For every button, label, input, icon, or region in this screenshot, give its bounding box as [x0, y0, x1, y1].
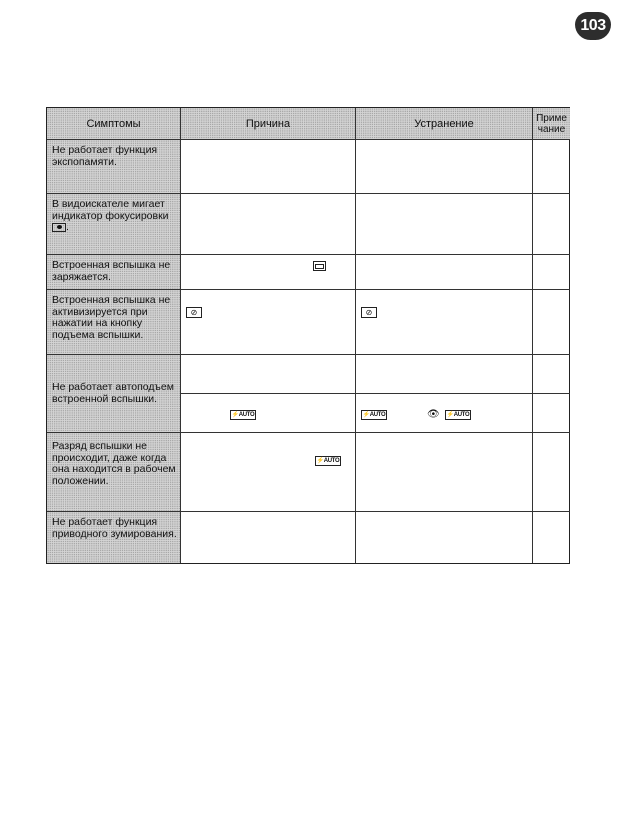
- symptom-text: В видоискателе мигает индикатор фокусировки: [52, 198, 169, 222]
- header-cause: Причина: [181, 108, 356, 140]
- symptom-cell: [47, 255, 181, 290]
- flash-off-icon: ⊘: [186, 307, 202, 318]
- note-cell: [533, 255, 570, 290]
- cause-cell: [181, 433, 356, 512]
- cause-cell: [181, 194, 356, 255]
- note-cell: [533, 140, 570, 194]
- remedy-cell: [356, 355, 533, 394]
- note-cell: [533, 355, 570, 394]
- cause-cell: [181, 355, 356, 394]
- flash-auto-icon: ⚡AUTO: [362, 412, 386, 418]
- symptom-cell: [47, 355, 181, 433]
- page-number-badge: 103: [575, 12, 611, 40]
- note-cell: [533, 194, 570, 255]
- header-symptoms: Симптомы: [47, 108, 181, 140]
- cause-cell: [181, 140, 356, 194]
- symptom-text: Встроенная вспышка не активизируется при нажатии на кнопку подъема вспышки.: [52, 294, 171, 341]
- red-eye-icon: 👁: [427, 409, 440, 420]
- cause-cell: [181, 394, 356, 433]
- symptom-text: Не работает автоподъем встроенной вспышки.: [52, 381, 174, 405]
- remedy-cell: [356, 255, 533, 290]
- flash-off-icon: ⊘: [361, 307, 377, 318]
- symptom-text: Не работает функция приводного зумирования.: [52, 516, 177, 540]
- symptom-cell: [47, 140, 181, 194]
- symptom-text: Встроенная вспышка не заряжается.: [52, 259, 171, 283]
- remedy-cell: [356, 512, 533, 563]
- symptom-cell: [47, 433, 181, 512]
- symptom-cell: [47, 512, 181, 563]
- symptom-cell: [47, 290, 181, 355]
- battery-icon: [313, 261, 326, 271]
- remedy-cell: [356, 290, 533, 355]
- header-note: Приме чание: [533, 108, 570, 140]
- note-cell: [533, 290, 570, 355]
- focus-indicator-icon: [52, 223, 66, 232]
- symptom-period: .: [66, 221, 69, 233]
- remedy-cell: [356, 140, 533, 194]
- cause-cell: [181, 255, 356, 290]
- remedy-cell: [356, 433, 533, 512]
- cause-cell: [181, 512, 356, 563]
- symptom-text: Не работает функция экспопамяти.: [52, 144, 158, 168]
- symptom-cell: [47, 194, 181, 255]
- troubleshooting-table: [46, 107, 570, 564]
- header-remedy: Устранение: [356, 108, 533, 140]
- note-cell: [533, 433, 570, 512]
- flash-auto-icon: ⚡AUTO: [446, 412, 470, 418]
- flash-auto-icon: ⚡AUTO: [231, 412, 255, 418]
- note-cell: [533, 512, 570, 563]
- symptom-text: Разряд вспышки не происходит, даже когда она находится в рабочем положении.: [52, 440, 176, 487]
- note-cell: [533, 394, 570, 433]
- flash-auto-icon: ⚡AUTO: [316, 458, 340, 464]
- cause-cell: [181, 290, 356, 355]
- remedy-cell: [356, 194, 533, 255]
